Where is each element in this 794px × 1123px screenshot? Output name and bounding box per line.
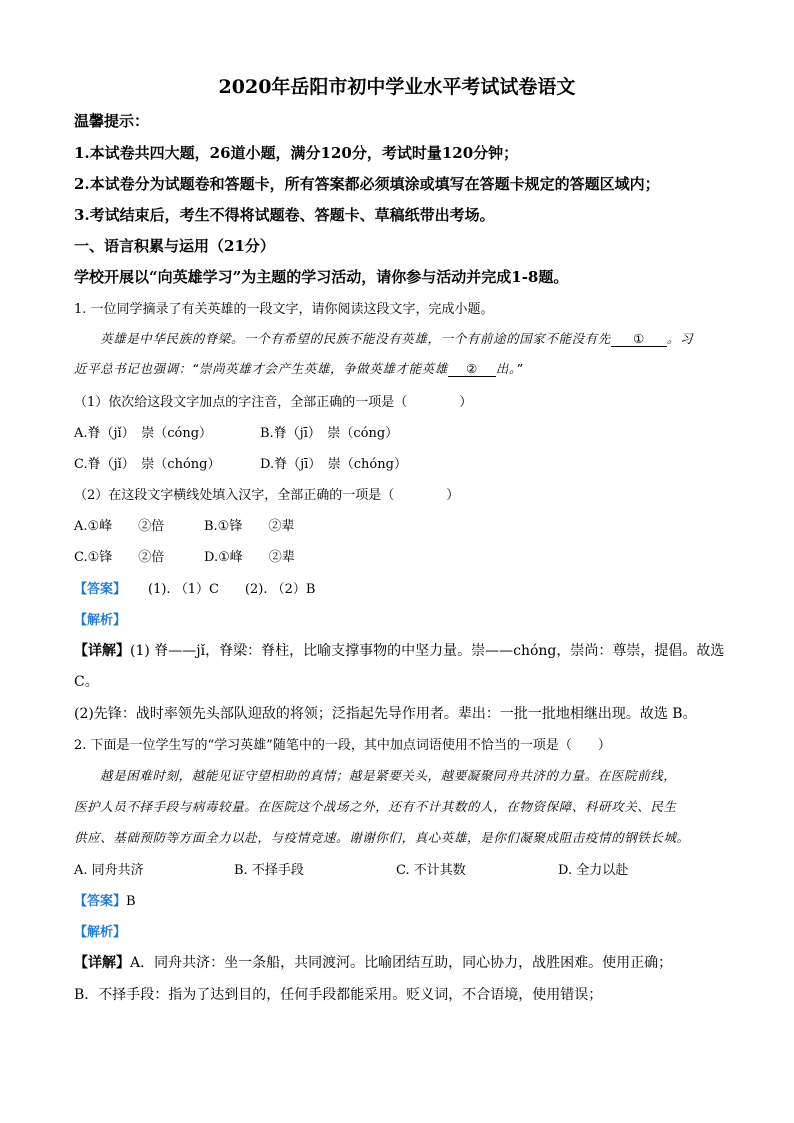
blank-1: ① — [611, 331, 667, 347]
option-c: C.①锋 ②倍 — [74, 550, 165, 565]
answer-label: 【答案】 — [74, 582, 127, 597]
option-b: B. 不择手段 — [234, 863, 304, 878]
option-a: A.脊（jǐ） 崇（cóng） — [74, 426, 213, 441]
q1-stem: 1. 一位同学摘录了有关英雄的一段文字，请你阅读这段文字，完成小题。 — [74, 302, 494, 317]
q2-detail-line-2: B．不择手段：指为了达到目的，任何手段都能采用。贬义词，不合语境，使用错误； — [74, 987, 603, 1003]
q2-answer — [74, 890, 136, 909]
page-title: 2020年岳阳市初中学业水平考试试卷语文 — [218, 76, 576, 98]
detail-text: (1) 脊——jǐ，脊梁：脊柱，比喻支撑事物的中坚力量。崇——chóng，崇尚：尊崇，提倡。故选 — [130, 643, 725, 659]
q1-passage-line-1 — [100, 329, 693, 347]
q2-detail-line-1 — [74, 952, 672, 972]
option-a: A.①峰 ②倍 — [74, 519, 165, 534]
q1-detail-line-3: (2)先锋：战时率领先头部队迎敌的将领；泛指起先导作用者。辈出：一批一批地相继出现。故选 B。 — [74, 706, 697, 722]
q1-sub2-stem: （2）在这段文字横线处填入汉字，全部正确的一项是（ ） — [74, 488, 460, 503]
passage-text: 近平总书记也强调：“崇尚英雄才会产生英雄，争做英雄才能英雄 — [74, 361, 448, 376]
passage-text: 。习 — [666, 331, 694, 346]
option-c: C. 不计其数 — [396, 863, 466, 878]
passage-text: 出。” — [495, 361, 523, 376]
notice-item-2: 2.本试卷分为试题卷和答题卡，所有答案都必须填涂或填写在答题卡规定的答题区域内； — [74, 175, 660, 193]
detail-label: 【详解】 — [74, 955, 130, 971]
option-d: D. 全力以赴 — [558, 863, 629, 878]
q2-passage-line-2: 医护人员不择手段与病毒较量。在医院这个战场之外，还有不计其数的人，在物资保障、科研攻关、民生 — [74, 799, 677, 814]
detail-label: 【详解】 — [74, 643, 130, 659]
option-a: A. 同舟共济 — [74, 863, 144, 878]
q1-sub2-options-row-1 — [74, 515, 294, 534]
option-d: D.脊（jī） 崇（chóng） — [260, 457, 407, 472]
q1-sub1-options-row-1 — [74, 422, 398, 441]
q1-answer — [74, 578, 315, 597]
q1-analysis — [74, 609, 126, 628]
analysis-label: 【解析】 — [74, 613, 127, 628]
q2-stem: 2. 下面是一位学生写的“学习英雄”随笔中的一段，其中加点词语使用不恰当的一项是（ ） — [74, 738, 611, 753]
q1-detail-line-1 — [74, 640, 724, 660]
option-b: B.①锋 ②辈 — [204, 519, 295, 534]
q1-sub2-options-row-2 — [74, 546, 295, 565]
passage-text: 英雄是中华民族的脊梁。一个有希望的民族不能没有英雄，一个有前途的国家不能没有先 — [100, 331, 611, 346]
notice-item-3: 3.考试结束后，考生不得将试题卷、答题卡、草稿纸带出考场。 — [74, 206, 495, 224]
q2-passage-line-3: 供应、基础预防等方面全力以赴，与疫情竞速。谢谢你们，真心英雄，是你们凝聚成阻击疫情的钢铁长城。 — [74, 830, 690, 845]
q1-passage-line-2 — [74, 359, 523, 377]
notice-heading: 温馨提示： — [74, 112, 150, 130]
section-intro: 学校开展以“向英雄学习”为主题的学习活动，请你参与活动并完成1-8题。 — [74, 268, 569, 286]
q2-passage-line-1: 越是困难时刻，越能见证守望相助的真情；越是紧要关头，越要凝聚同舟共济的力量。在医院前线， — [100, 768, 677, 783]
notice-item-1: 1.本试卷共四大题，26道小题，满分120分，考试时量120分钟； — [74, 144, 519, 162]
q1-detail-line-2: C。 — [74, 674, 99, 690]
answer-text: B — [126, 894, 136, 909]
option-d: D.①峰 ②辈 — [204, 550, 295, 565]
option-b: B.脊（jī） 崇（cóng） — [260, 426, 399, 441]
q2-analysis — [74, 921, 126, 940]
answer-label: 【答案】 — [74, 894, 127, 909]
blank-2: ② — [448, 361, 496, 377]
q2-options — [74, 859, 628, 878]
q1-sub1-options-row-2 — [74, 453, 407, 472]
option-c: C.脊（jǐ） 崇（chóng） — [74, 457, 221, 472]
section-heading: 一、语言积累与运用（21分） — [74, 237, 275, 255]
answer-text: (1). （1）C (2). （2）B — [148, 582, 316, 597]
detail-text: A．同舟共济：坐一条船，共同渡河。比喻团结互助，同心协力，战胜困难。使用正确； — [130, 955, 673, 971]
analysis-label: 【解析】 — [74, 925, 127, 940]
q1-sub1-stem: （1）依次给这段文字加点的字注音，全部正确的一项是（ ） — [74, 395, 473, 410]
